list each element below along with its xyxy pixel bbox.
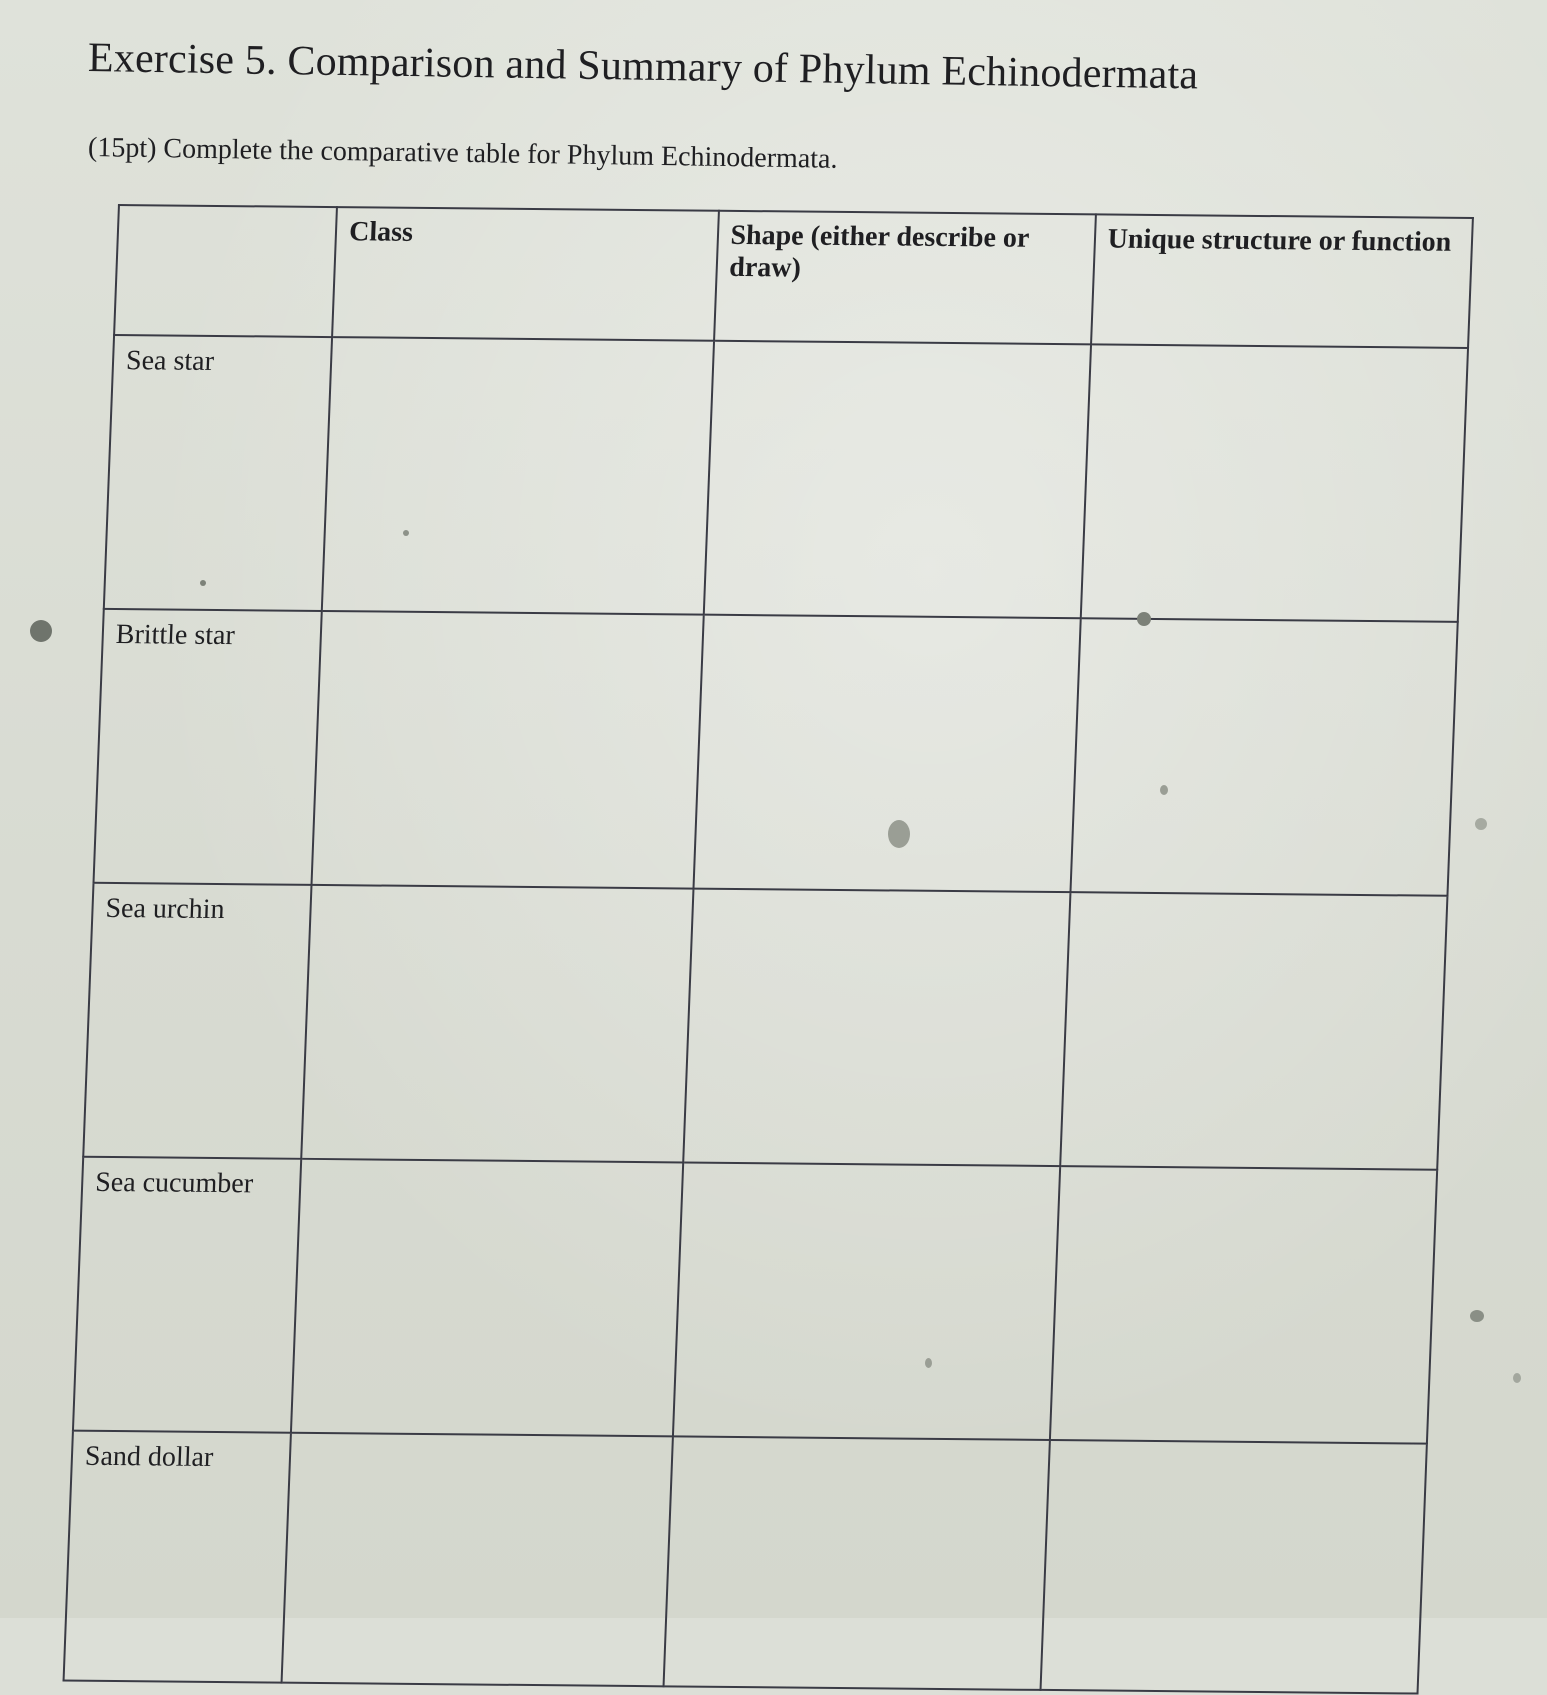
header-cell-shape: Shape (either describe or draw) (714, 211, 1096, 345)
cell-brittle-star-shape[interactable] (693, 615, 1081, 893)
table-row (104, 335, 1468, 622)
dust-speck (925, 1358, 932, 1368)
cell-sea-urchin-unique[interactable] (1060, 892, 1448, 1170)
dust-speck (888, 820, 910, 848)
header-cell-empty (114, 205, 337, 337)
table-row (83, 883, 1447, 1170)
dust-speck (1470, 1310, 1484, 1322)
row-label-sea-star: Sea star (104, 335, 332, 611)
dust-speck (200, 580, 206, 586)
cell-sand-dollar-class[interactable] (282, 1433, 673, 1687)
cell-sea-star-class[interactable] (322, 337, 714, 615)
row-label-sand-dollar: Sand dollar (64, 1431, 292, 1683)
row-label-sea-urchin: Sea urchin (83, 883, 311, 1159)
table-row (64, 1431, 1427, 1694)
cell-sand-dollar-unique[interactable] (1040, 1440, 1427, 1694)
cell-sea-cucumber-unique[interactable] (1050, 1166, 1438, 1444)
dust-speck (1475, 818, 1487, 830)
cell-sea-cucumber-class[interactable] (291, 1159, 683, 1437)
cell-sea-cucumber-shape[interactable] (672, 1162, 1060, 1440)
table-row (94, 609, 1458, 896)
dust-speck (403, 530, 409, 536)
cell-sea-star-shape[interactable] (703, 341, 1091, 619)
cell-sand-dollar-shape[interactable] (663, 1436, 1050, 1690)
instruction-text: (15pt) Complete the comparative table for Phylum Echinodermata. (87, 132, 838, 175)
row-label-brittle-star: Brittle star (94, 609, 322, 885)
header-cell-class: Class (332, 207, 718, 341)
comparison-table-wrapper (63, 204, 1474, 1695)
header-cell-unique-structure: Unique structure or function (1091, 214, 1473, 348)
dust-speck (1160, 785, 1168, 795)
cell-sea-star-unique[interactable] (1080, 344, 1468, 622)
cell-sea-urchin-class[interactable] (301, 885, 693, 1163)
row-label-sea-cucumber: Sea cucumber (73, 1157, 301, 1433)
cell-brittle-star-unique[interactable] (1070, 618, 1458, 896)
cell-sea-urchin-shape[interactable] (683, 889, 1071, 1167)
exercise-title: Exercise 5. Comparison and Summary of Phylum Echinodermata (87, 35, 1199, 99)
cell-brittle-star-class[interactable] (312, 611, 704, 889)
table-row (73, 1157, 1437, 1444)
dust-speck (1513, 1373, 1521, 1383)
comparison-table (63, 204, 1474, 1695)
dust-speck (1137, 612, 1151, 626)
dust-speck (30, 620, 52, 642)
table-header-row (114, 205, 1473, 348)
